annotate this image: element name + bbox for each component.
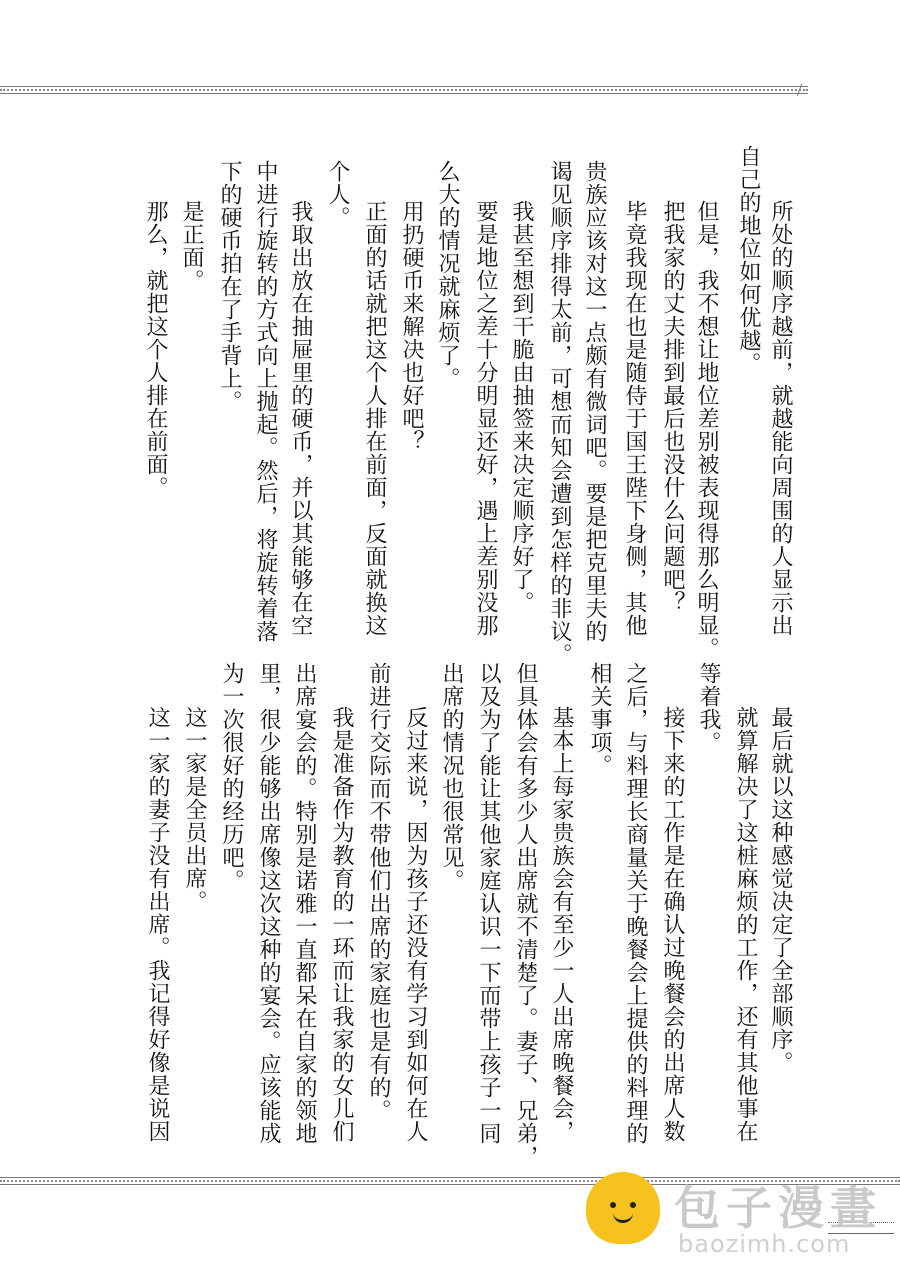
text-column: 用扔硬币来解决也好吧？ [399, 200, 424, 453]
text-column: 以及为了能让其他家庭认识一下而带上孩子一同 [476, 662, 501, 1145]
bun-icon [586, 1172, 660, 1244]
text-column: 要是地位之差十分明显还好，遇上差别没那 [473, 200, 498, 637]
text-column: 但是，我不想让地位差别被表现得那么明显。 [694, 200, 719, 660]
text-column: 贵族应该对这一点颇有微词吧。要是把克里夫的 [582, 160, 607, 643]
text-column: 中进行旋转的方式向上抛起。然后，将旋转着落 [253, 160, 278, 643]
text-column: 前进行交际而不带他们出席的家庭也是有的。 [366, 662, 391, 1122]
text-column: 但具体会有多少人出席就不清楚了。妻子、兄弟， [513, 662, 538, 1168]
text-column: 这一家是全员出席。 [182, 706, 207, 913]
text-column: 最后就以这种感觉决定了全部顺序。 [768, 706, 793, 1074]
text-column: 就算解决了这桩麻烦的工作，还有其他事在 [733, 706, 758, 1143]
text-column: 等着我。 [696, 662, 721, 754]
text-column: 里，很少能够出席像这次这种的宴会。应该能成 [256, 662, 281, 1145]
text-column: 把我家的丈夫排到最后也没什么问题吧？ [660, 200, 685, 614]
text-column: 自己的地位如何优越。 [736, 145, 761, 375]
text-column: 为一次很好的经历吧。 [219, 662, 244, 892]
text-column: 基本上每家贵族会有至少一人出席晚餐会， [549, 706, 574, 1143]
text-column: 正面的话就把这个人排在前面，反面就换这 [362, 200, 387, 637]
text-column: 这一家的妻子没有出席。我记得好像是说因 [145, 706, 170, 1143]
text-column: 反过来说，因为孩子还没有学习到如何在人 [403, 706, 428, 1143]
text-column: 个人。 [325, 160, 350, 229]
text-column: 接下来的工作是在确认过晚餐会的出席人数 [660, 706, 685, 1143]
text-column: 相关事项。 [587, 662, 612, 777]
text-column: 出席宴会的。特别是诺雅一直都呆在自家的领地 [292, 662, 317, 1145]
text-column: 之后，与料理长商量关于晚餐会上提供的料理的 [623, 662, 648, 1145]
watermark-name: 包子漫畫 [674, 1181, 882, 1235]
text-column: 是正面。 [179, 200, 204, 292]
text-column: 我甚至想到干脆由抽签来决定顺序好了。 [509, 200, 534, 614]
text-column: 毕竟我现在也是随侍于国王陛下身侧，其他 [622, 200, 647, 637]
text-column: 谒见顺序排得太前，可想而知会遭到怎样的非议。 [547, 160, 572, 666]
top-decorative-rule [0, 86, 808, 94]
text-column: 出席的情况也很常见。 [439, 662, 464, 892]
text-column: 所处的顺序越前，就越能向周围的人显示出 [768, 200, 793, 637]
watermark-logo [586, 1168, 896, 1268]
text-column: 我取出放在抽屉里的硬币，并以其能够在空 [288, 200, 313, 637]
text-column: 下的硬币拍在了手背上。 [217, 160, 242, 413]
watermark-site: baozimh.com [678, 1230, 851, 1258]
text-column: 那么，就把这个人排在前面。 [143, 200, 168, 499]
text-column: 我是准备作为教育的一环而让我家的女儿们 [329, 706, 354, 1143]
text-column: 么大的情况就麻烦了。 [435, 160, 460, 390]
